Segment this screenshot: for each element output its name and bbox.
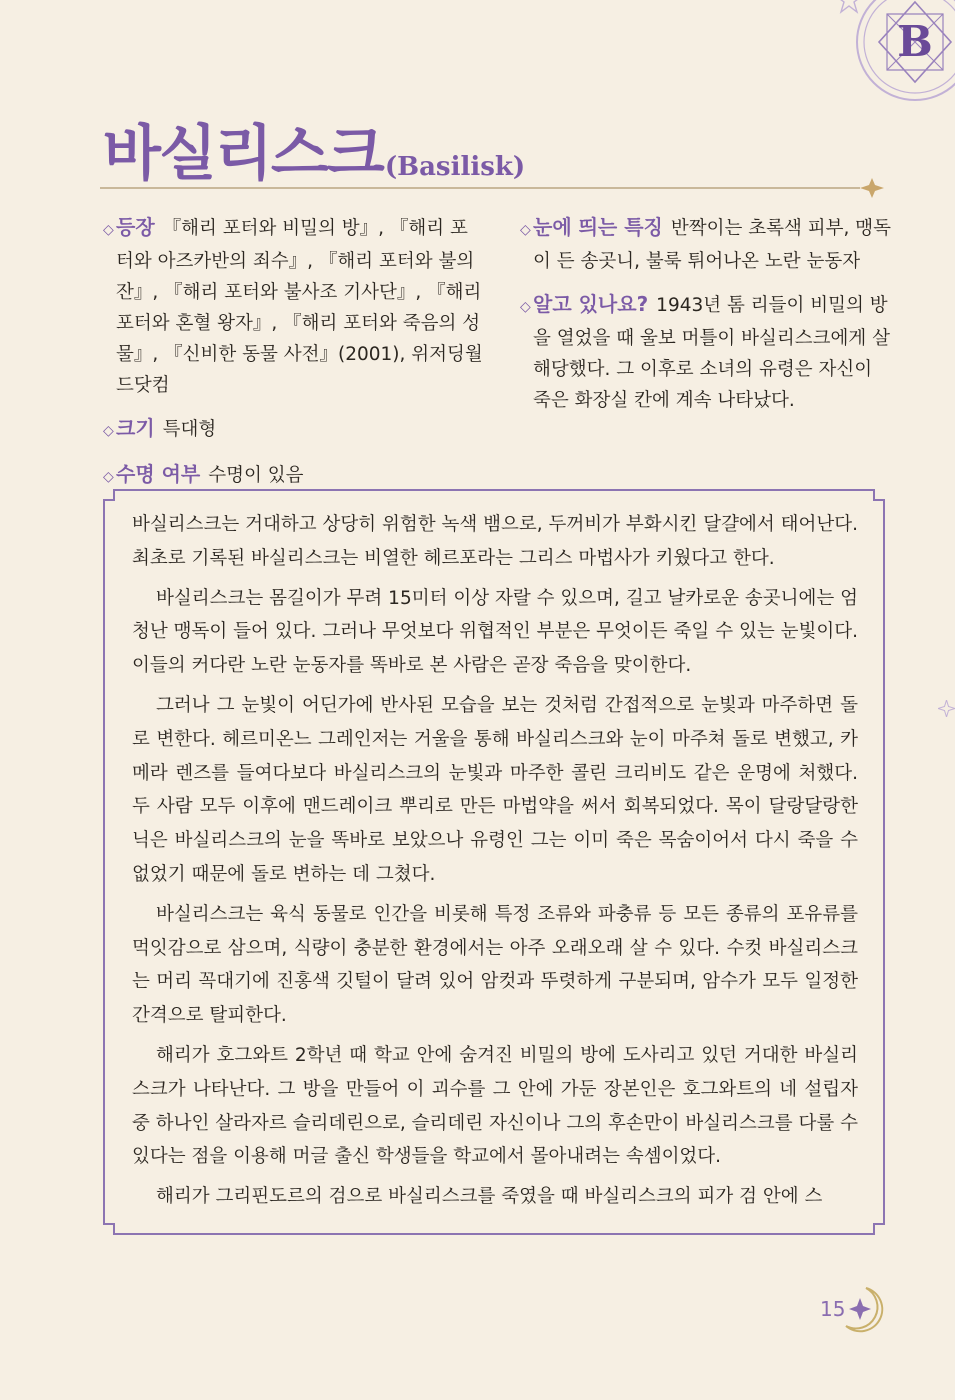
fact-features: [520, 212, 895, 277]
title-english: (Basilisk): [384, 152, 526, 182]
star-icon: [938, 700, 955, 717]
fact-text: 『해리 포터와 비밀의 방』, 『해리 포터와 아즈카반의 죄수』, 『해리 포터와 불의 잔』, 『해리 포터와 불사조 기사단』, 『해리 포터와 혼혈 왕자』, 『해리 포터와 죽음의 성물』, 『신비한 동물 사전』(2001), 위저딩월드닷컴: [116, 218, 483, 396]
diamond-bullet-icon: ◇: [103, 469, 114, 485]
sparkle-icon: [860, 178, 884, 198]
crescent-moon-icon: [836, 1284, 888, 1336]
fact-size: [103, 413, 483, 447]
letter-badge-icon: [835, 0, 955, 110]
paragraph: 바실리스크는 육식 동물로 인간을 비롯해 특정 조류와 파충류 등 모든 종류의 포유류를 먹잇감으로 삼으며, 식량이 충분한 환경에서는 아주 오래오래 살 수 있다. 수컷 바실리스크는 머리 꼭대기에 진홍색 깃털이 달려 있어 암컷과 뚜렷하게 구분되며, 암수가 모두 일정한 간격으로 탈피한다.: [132, 903, 858, 1027]
facts-left-column: [103, 212, 483, 505]
badge-letter: B: [897, 17, 933, 66]
sparkle-icon: [849, 1298, 871, 1320]
fact-text: 수명이 있음: [208, 465, 304, 486]
paragraph: 그러나 그 눈빛이 어딘가에 반사된 모습을 보는 것처럼 간접적으로 눈빛과 마주하면 돌로 변한다. 헤르미온느 그레인저는 거울을 통해 바실리스크와 눈이 마주쳐 돌로 변했고, 카메라 렌즈를 들여다보다 바실리스크의 눈빛과 마주한 콜린 크리비도 같은 운명에 처했다. 두 사람 모두 이후에 맨드레이크 뿌리로 만든 마법약을 써서 회복되었다. 목이 달랑달랑한 닉은 바실리스크의 눈을 똑바로 보았으나 유령인 그는 이미 죽은 목숨이어서 다시 죽을 수 없었기 때문에 돌로 변하는 데 그쳤다.: [132, 694, 858, 885]
article-body: [132, 508, 858, 1220]
paragraph: 해리가 그리핀도르의 검으로 바실리스크를 죽였을 때 바실리스크의 피가 검 안에 스: [156, 1186, 823, 1208]
diamond-bullet-icon: ◇: [103, 222, 114, 238]
fact-label: 크기: [116, 416, 155, 440]
fact-text: 1943년 톰 리들이 비밀의 방을 열었을 때 울보 머틀이 바실리스크에게 살해당했다. 그 이후로 소녀의 유령은 자신이 죽은 화장실 칸에 계속 나타났다.: [533, 295, 890, 411]
fact-text: 반짝이는 초록색 피부, 맹독이 든 송곳니, 불룩 튀어나온 노란 눈동자: [533, 218, 891, 272]
diamond-bullet-icon: ◇: [520, 222, 531, 238]
title-underline: [100, 178, 890, 198]
facts-right-column: [520, 212, 895, 428]
fact-appearances: [103, 212, 483, 401]
paragraph: 바실리스크는 거대하고 상당히 위험한 녹색 뱀으로, 두꺼비가 부화시킨 달걀에서 태어난다. 최초로 기록된 바실리스크는 비열한 헤르포라는 그리스 마법사가 키웠다고 한다.: [132, 514, 858, 569]
diamond-bullet-icon: ◇: [103, 423, 114, 439]
fact-label: 수명 여부: [116, 462, 201, 486]
title-korean: 바실리스크: [103, 119, 383, 189]
diamond-bullet-icon: ◇: [520, 299, 531, 315]
fact-label: 눈에 띄는 특징: [533, 215, 663, 239]
paragraph: 바실리스크는 몸길이가 무려 15미터 이상 자랄 수 있으며, 길고 날카로운 송곳니에는 엄청난 맹독이 들어 있다. 그러나 무엇보다 위협적인 부분은 무엇이든 죽일 수 있는 눈빛이다. 이들의 커다란 노란 눈동자를 똑바로 본 사람은 곧장 죽음을 맞이한다.: [132, 587, 858, 677]
fact-did-you-know: [520, 289, 895, 416]
fact-label: 등장: [116, 215, 155, 239]
fact-label: 알고 있나요?: [533, 292, 649, 316]
paragraph: 해리가 호그와트 2학년 때 학교 안에 숨겨진 비밀의 방에 도사리고 있던 거대한 바실리스크가 나타난다. 그 방을 만들어 이 괴수를 그 안에 가둔 장본인은 호그와트의 네 설립자 중 하나인 살라자르 슬리데린으로, 슬리데린 자신이나 그의 후손만이 바실리스크를 다룰 수 있다는 점을 이용해 머글 출신 학생들을 학교에서 몰아내려는 속셈이었다.: [132, 1044, 858, 1168]
fact-text: 특대형: [162, 419, 217, 440]
page-number: 15: [820, 1297, 846, 1321]
